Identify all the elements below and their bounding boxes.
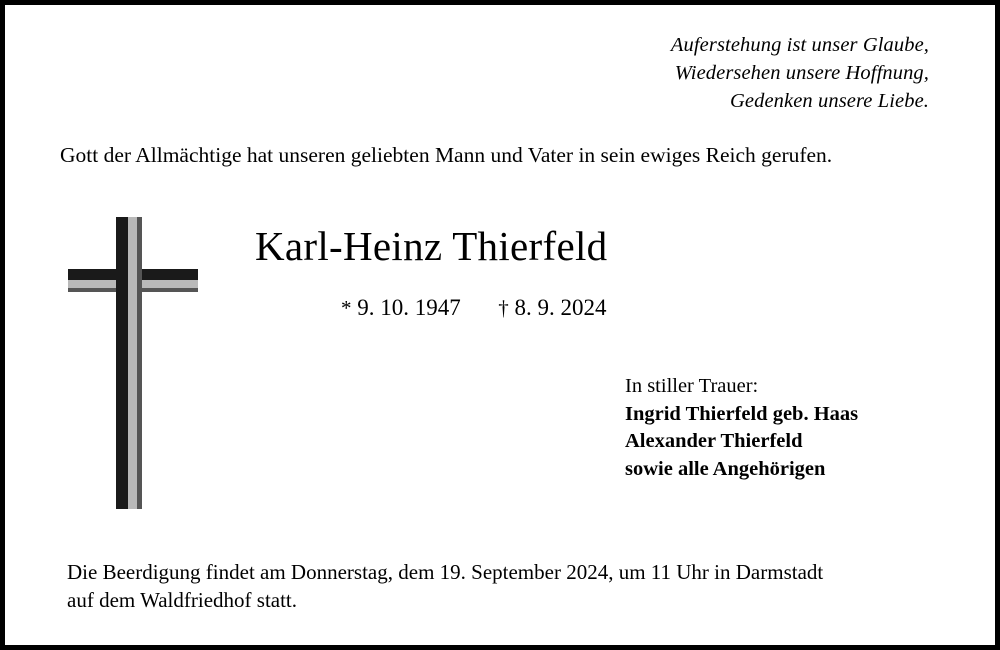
epigraph-line-3: Gedenken unsere Liebe.	[730, 90, 929, 112]
mourner-name-2: Alexander Thierfeld	[625, 430, 803, 452]
mourner-name-1: Ingrid Thierfeld geb. Haas	[625, 402, 859, 425]
intro-sentence: Gott der Allmächtige hat unseren geliebten Mann und Vater in sein ewiges Reich gerufen.	[60, 143, 833, 167]
funeral-info-line-1: Die Beerdigung findet am Donnerstag, dem 19. September 2024, um 11 Uhr in Darmstadt	[67, 560, 824, 584]
epigraph-line-2: Wiedersehen unsere Hoffnung,	[674, 62, 929, 84]
life-dates	[341, 293, 607, 323]
mourners-block	[625, 373, 858, 483]
birth-date: 9. 10. 1947	[357, 295, 461, 320]
epigraph	[671, 31, 929, 115]
christian-cross-icon	[68, 217, 198, 509]
death-date: 8. 9. 2024	[514, 295, 607, 320]
birth-symbol: *	[341, 296, 352, 320]
death-symbol: †	[498, 296, 509, 320]
funeral-info-line-2: auf dem Waldfriedhof statt.	[67, 588, 298, 612]
mourner-name-3: sowie alle Angehörigen	[625, 457, 826, 480]
deceased-name: Karl-Heinz Thierfeld	[255, 223, 608, 269]
funeral-info	[67, 558, 823, 614]
notice-inner	[5, 5, 995, 645]
mourners-lead: In stiller Trauer:	[625, 375, 759, 397]
epigraph-line-1: Auferstehung ist unser Glaube,	[670, 34, 929, 56]
